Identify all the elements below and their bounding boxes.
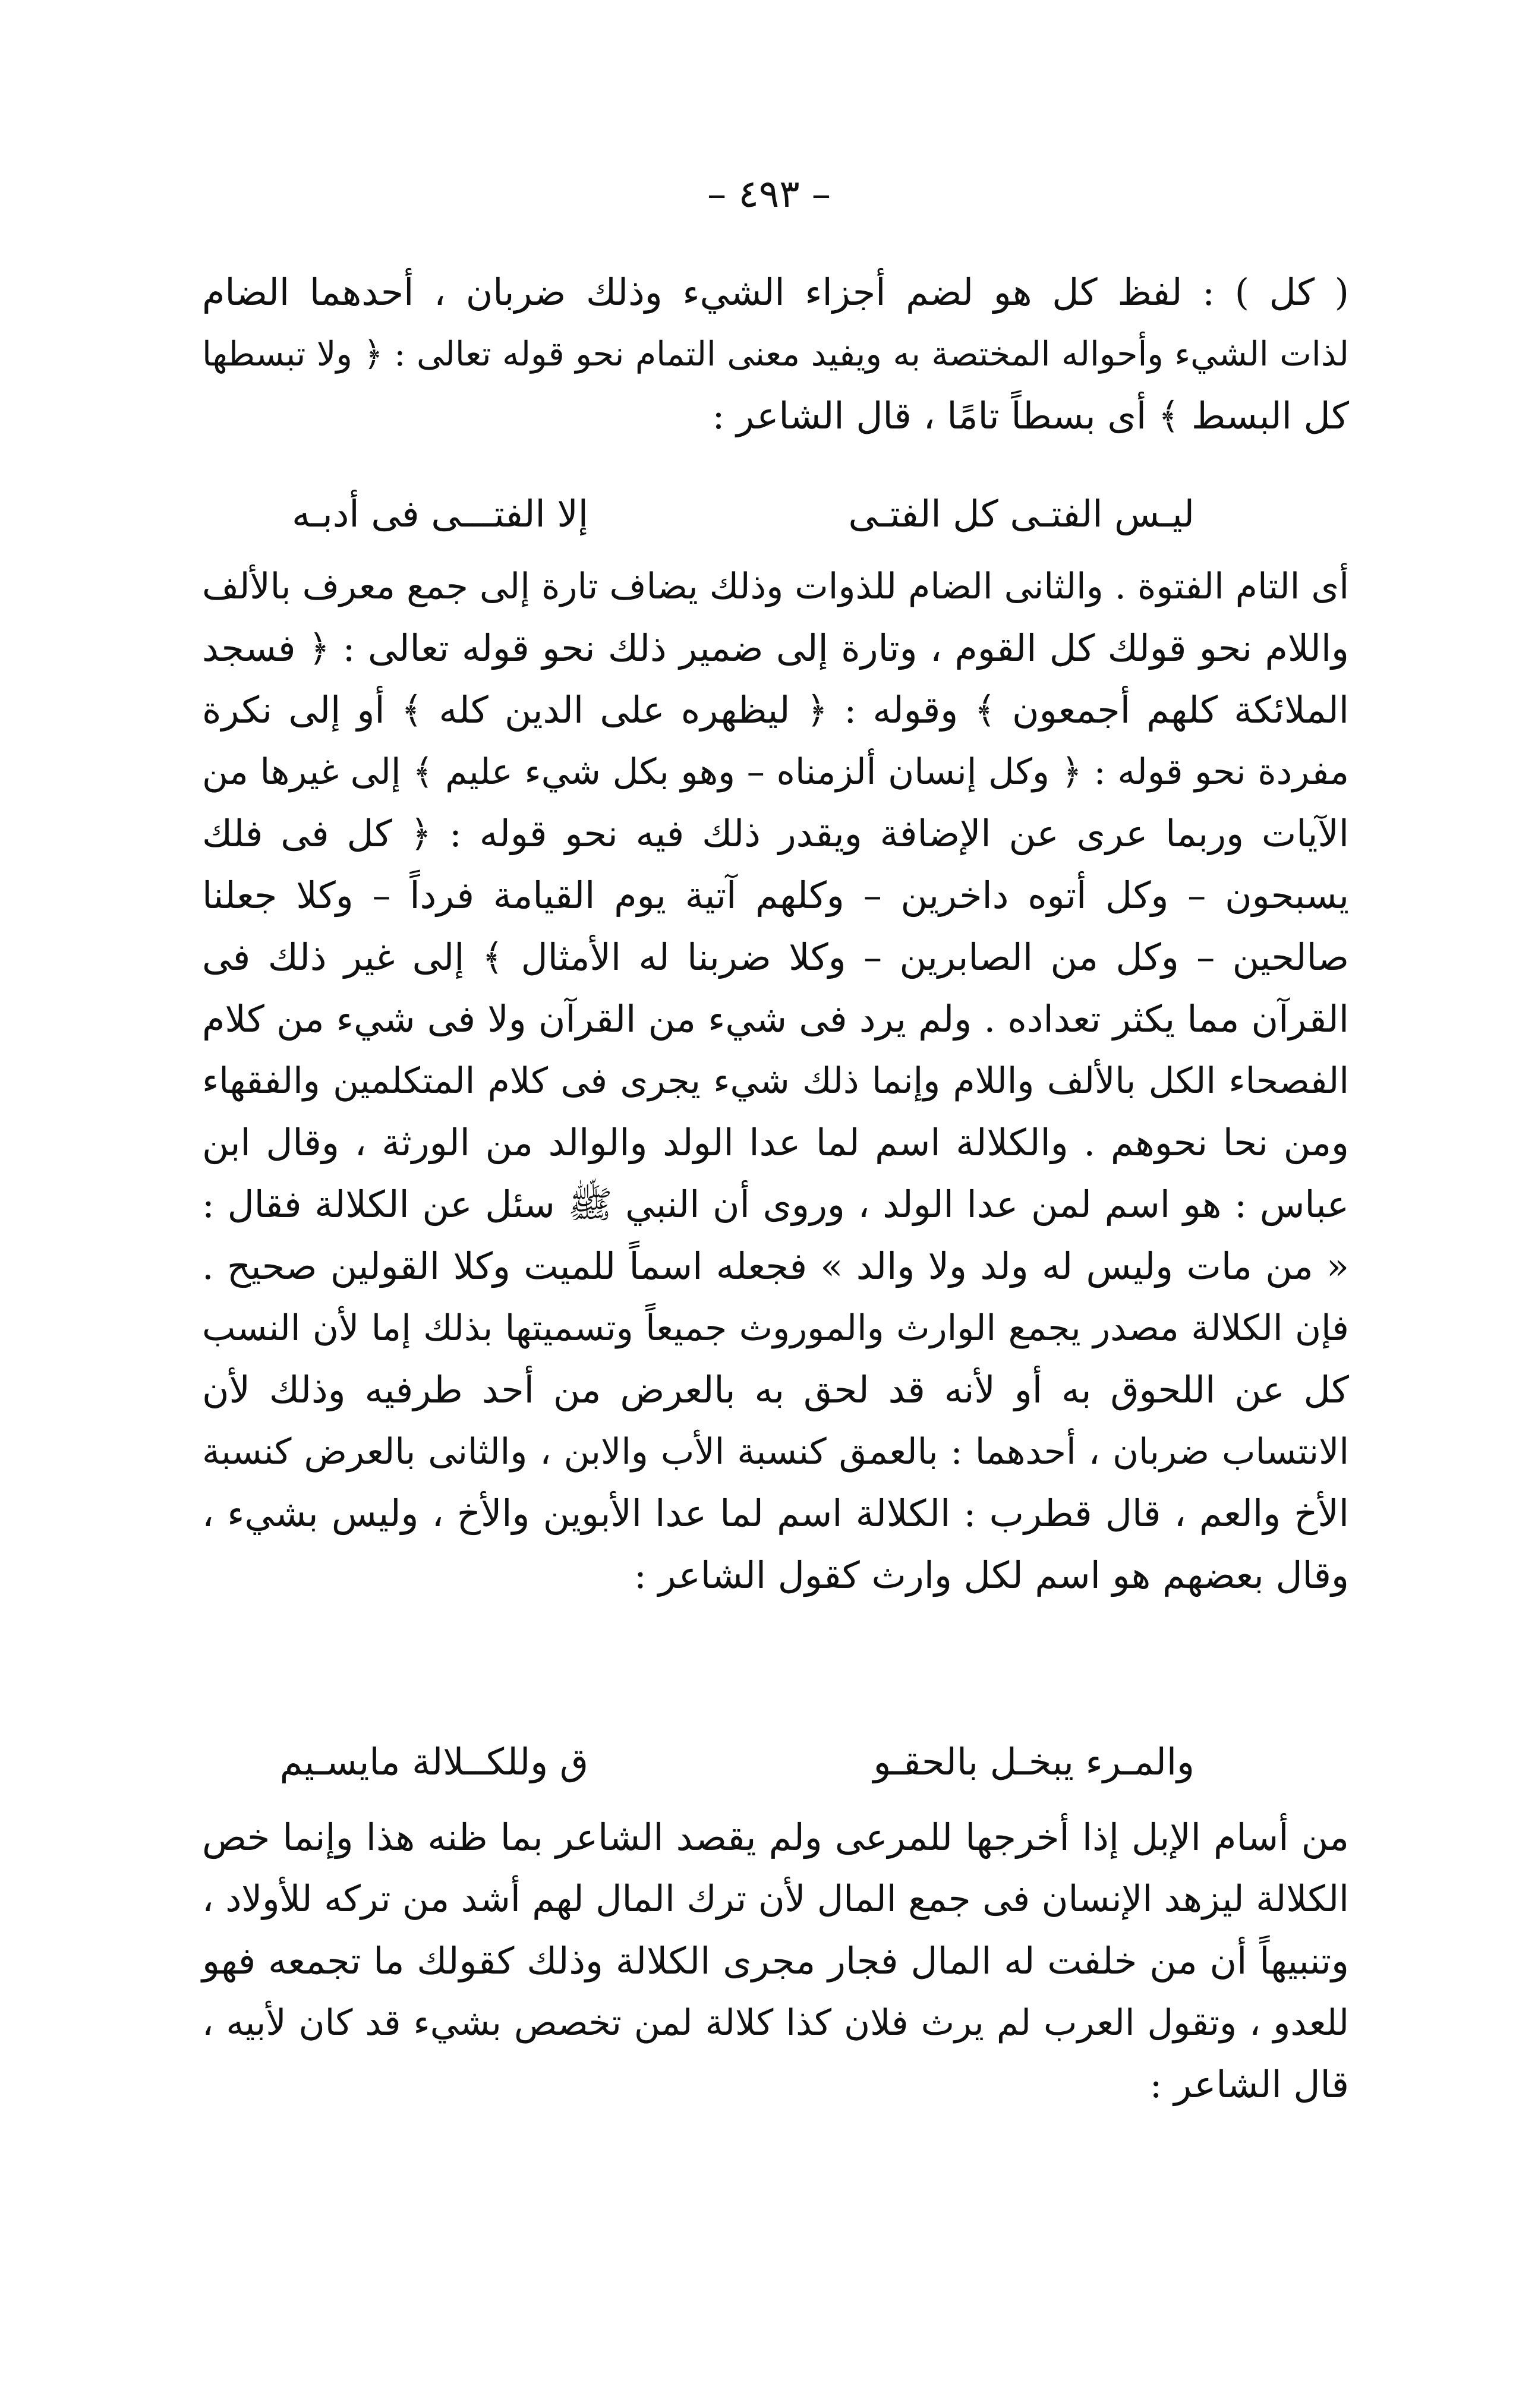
text-line: « من مات وليس له ولد ولا والد » فجعله اسماً للميت وكلا القولين صحيح . (202, 1244, 1349, 1288)
text-line: ( كل ) : لفظ كل هو لضم أجزاء الشيء وذلك ضربان ، أحدهما الضام (202, 270, 1349, 314)
text-line: صالحين – وكل من الصابرين – وكلا ضربنا له الأمثال ﴾ إلى غير ذلك فى (202, 935, 1349, 979)
text-line: الآيات وربما عرى عن الإضافة ويقدر ذلك فيه نحو قوله : ﴿ كل فى فلك (202, 812, 1349, 855)
verse-line (202, 1729, 1349, 1795)
text-line: الملائكة كلهم أجمعون ﴾ وقوله : ﴿ ليظهره على الدين كله ﴾ أو إلى نكرة (202, 688, 1349, 732)
text-line: لذات الشيء وأحواله المختصة به ويفيد معنى التمام نحو قوله تعالى : ﴿ ولا تبسطها (202, 335, 1349, 374)
text-line: الأخ والعم ، قال قطرب : الكلالة اسم لما عدا الأبوين والأخ ، وليس بشيء ، (202, 1492, 1349, 1535)
text-line: وقال بعضهم هو اسم لكل وارث كقول الشاعر : (634, 1553, 1349, 1597)
text-line: من أسام الإبل إذا أخرجها للمرعى ولم يقصد الشاعر بما ظنه هذا وإنما خص (202, 1816, 1349, 1859)
paragraph-kalala (202, 1807, 1349, 2116)
text-line: مفردة نحو قوله : ﴿ وكل إنسان ألزمناه – وهو بكل شيء عليم ﴾ إلى غيرها من (202, 751, 1349, 793)
text-line: يسبحون – وكل أتوه داخرين – وكلهم آتية يوم القيامة فرداً – وكلا جعلنا (202, 874, 1349, 917)
text-line: ومن نحا نحوهم . والكلالة اسم لما عدا الولد والوالد من الورثة ، وقال ابن (202, 1121, 1349, 1164)
text-line: كل البسط ﴾ أى بسطاً تامًا ، قال الشاعر : (712, 394, 1349, 437)
page-number: – ٤٩٣ – (707, 172, 831, 216)
text-line: أى التام الفتوة . والثانى الضام للذوات وذلك يضاف تارة إلى جمع معرف بالألف (202, 566, 1349, 607)
text-line: القرآن مما يكثر تعداده . ولم يرد فى شيء من القرآن ولا فى شيء من كلام (202, 997, 1349, 1041)
verse-second-hemistich: ق وللكــلالة مايسـيم (279, 1740, 588, 1783)
paragraph-main (202, 556, 1349, 1606)
verse-second-hemistich: إلا الفتـــى فى أدبـه (292, 492, 588, 535)
verse-first-hemistich: ليـس الفتـى كل الفتـى (848, 492, 1195, 535)
verse-first-hemistich: والمـرء يبخـل بالحقـو (873, 1740, 1195, 1783)
text-line: الانتساب ضربان ، أحدهما : بالعمق كنسبة الأب والابن ، والثانى بالعرض كنسبة (202, 1431, 1349, 1473)
text-line: عباس : هو اسم لمن عدا الولد ، وروى أن النبي ﷺ سئل عن الكلالة فقال : (202, 1183, 1349, 1226)
paragraph-kull (202, 261, 1349, 447)
text-line: للعدو ، وتقول العرب لم يرث فلان كذا كلالة لمن تخصص بشيء قد كان لأبيه ، (202, 2002, 1349, 2044)
text-line: واللام نحو قولك كل القوم ، وتارة إلى ضمير ذلك نحو قوله تعالى : ﴿ فسجد (202, 626, 1349, 670)
verse-line (202, 481, 1349, 547)
text-line: فإن الكلالة مصدر يجمع الوارث والموروث جميعاً وتسميتها بذلك إما لأن النسب (202, 1307, 1349, 1349)
text-line: كل عن اللحوق به أو لأنه قد لحق به بالعرض من أحد طرفيه وذلك لأن (202, 1368, 1349, 1411)
text-line: وتنبيهاً أن من خلفت له المال فجار مجرى الكلالة وذلك كقولك ما تجمعه فهو (202, 1939, 1349, 1982)
text-line: الكلالة ليزهد الإنسان فى جمع المال لأن ترك المال لهم أشد من تركه للأولاد ، (202, 1878, 1349, 1920)
text-line: الفصحاء الكل بالألف واللام وإنما ذلك شيء يجرى فى كلام المتكلمين والفقهاء (202, 1060, 1349, 1102)
text-line: قال الشاعر : (1149, 2063, 1349, 2106)
